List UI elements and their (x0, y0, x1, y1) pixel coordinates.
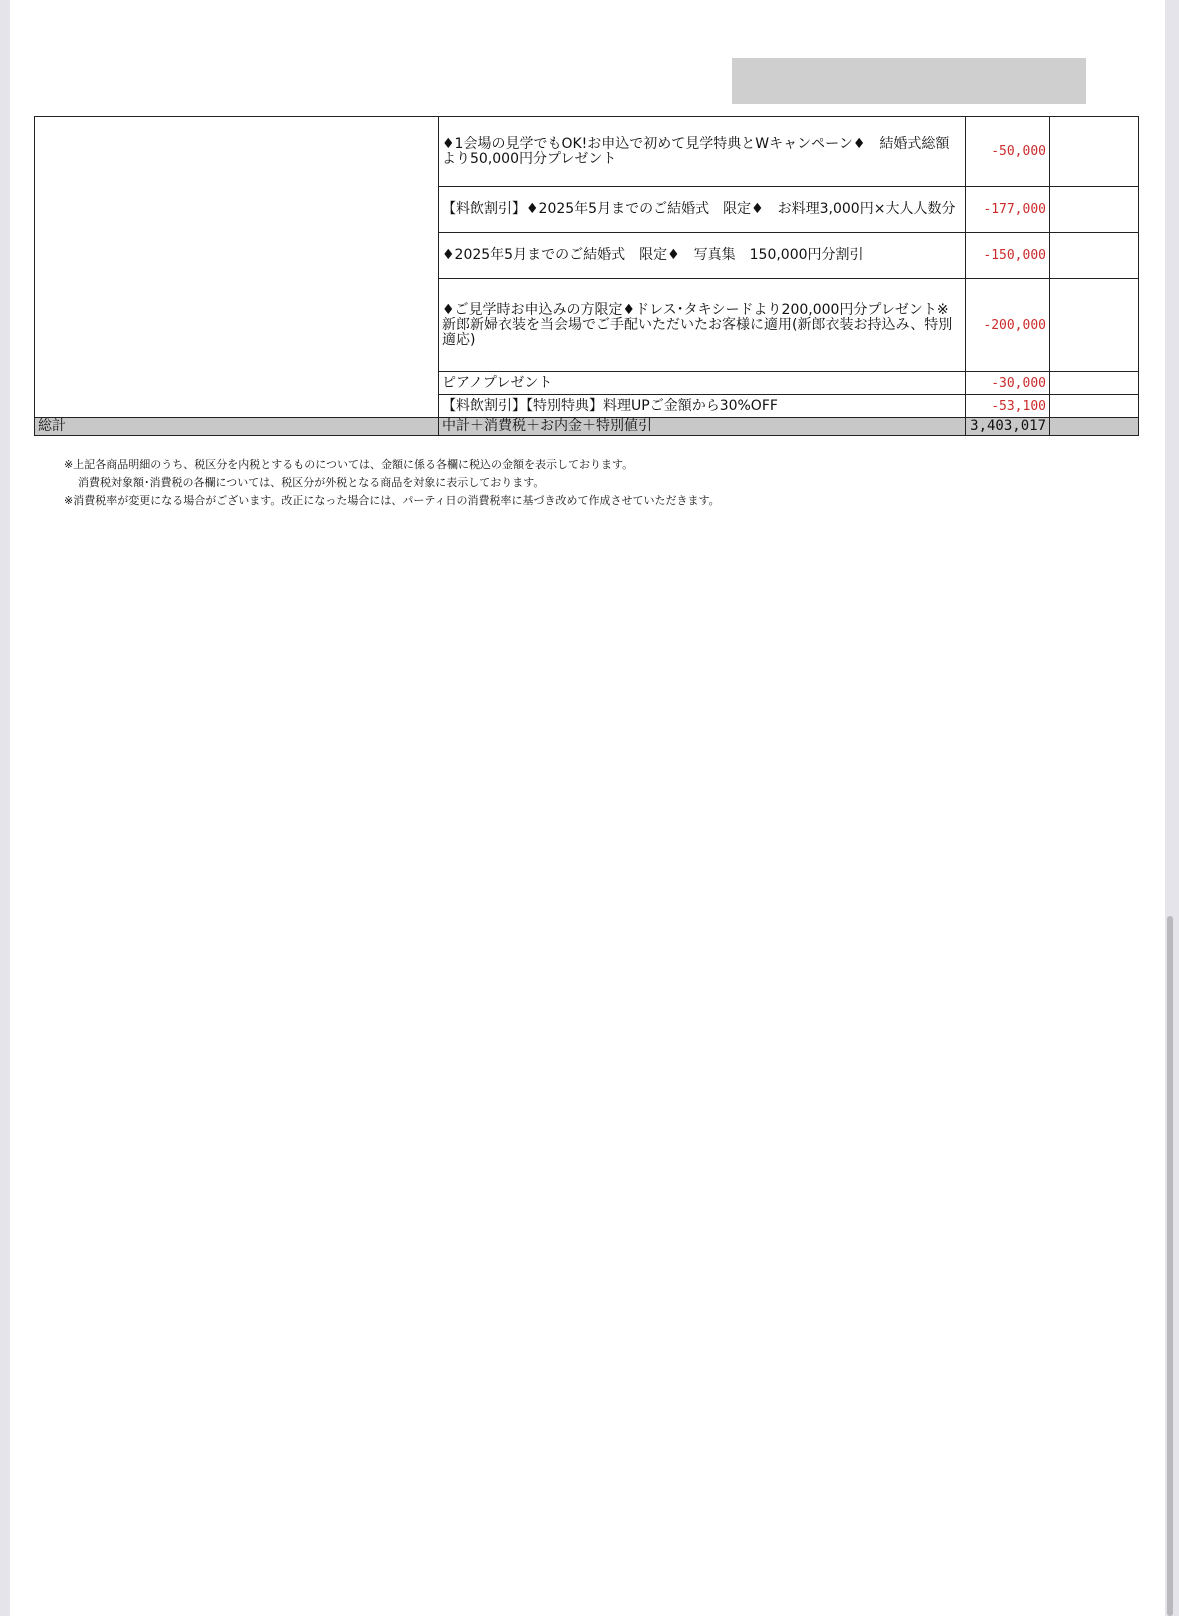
item-description: ♦1会場の見学でもOK!お申込で初めて見学特典とWキャンペーン♦ 結婚式総額より50,000円分プレゼント (439, 117, 966, 187)
blank-cell (35, 117, 439, 418)
table-row (35, 117, 1139, 187)
item-description: ピアノプレゼント (439, 372, 966, 395)
empty-cell (1050, 279, 1139, 372)
footnote-line: ※上記各商品明細のうち、税区分を内税とするものについては、金額に係る各欄に税込の金額を表示しております。 (64, 458, 634, 471)
footnotes (64, 456, 720, 510)
item-amount: -177,000 (966, 187, 1050, 233)
empty-cell (1050, 418, 1139, 436)
empty-cell (1050, 372, 1139, 395)
item-amount: -53,100 (966, 395, 1050, 418)
item-description: 【料飲割引】♦2025年5月までのご結婚式 限定♦ お料理3,000円×大人人数分 (439, 187, 966, 233)
item-description: 【料飲割引】【特別特典】料理UPご金額から30%OFF (439, 395, 966, 418)
quote-table (34, 116, 1139, 436)
footnote-line: ※消費税率が変更になる場合がございます。改正になった場合には、パーティ日の消費税率に基づき改めて作成させていただきます。 (64, 494, 720, 507)
item-amount: -200,000 (966, 279, 1050, 372)
footnote-line: 消費税対象額･消費税の各欄については、税区分が外税となる商品を対象に表示しております。 (78, 476, 545, 489)
vertical-scrollbar[interactable] (1167, 916, 1173, 1616)
empty-cell (1050, 395, 1139, 418)
item-description: ♦2025年5月までのご結婚式 限定♦ 写真集 150,000円分割引 (439, 233, 966, 279)
total-row (35, 418, 1139, 436)
item-description: ♦ご見学時お申込みの方限定♦ドレス･タキシードより200,000円分プレゼント※新郎新婦衣装を当会場でご手配いただいたお客様に適用(新郎衣装お持込み、特別適応) (439, 279, 966, 372)
item-amount: -150,000 (966, 233, 1050, 279)
total-formula: 中計＋消費税＋お内金＋特別値引 (439, 418, 966, 436)
document-page (10, 0, 1165, 1616)
item-amount: -50,000 (966, 117, 1050, 187)
redacted-block (732, 58, 1086, 104)
item-amount: -30,000 (966, 372, 1050, 395)
empty-cell (1050, 187, 1139, 233)
empty-cell (1050, 233, 1139, 279)
total-amount: 3,403,017 (966, 418, 1050, 436)
total-label: 総計 (35, 418, 439, 436)
empty-cell (1050, 117, 1139, 187)
